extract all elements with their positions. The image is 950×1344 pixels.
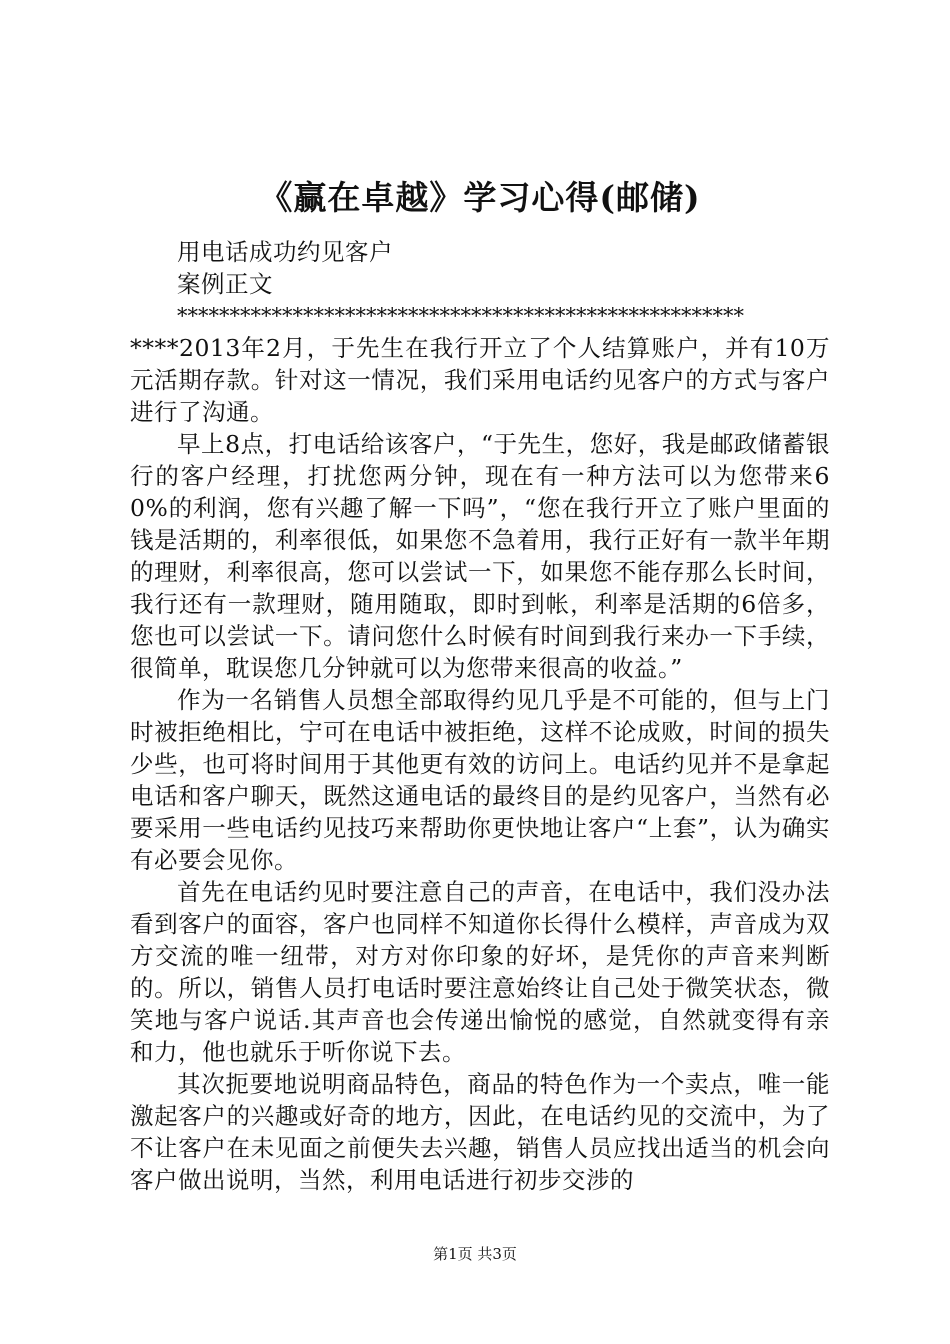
paragraph-voice: 首先在电话约见时要注意自己的声音，在电话中，我们没办法看到客户的面容，客户也同样不知道你长得什么模样，声音成为双方交流的唯一纽带，对方对你印象的好坏，是凭你的声音来判断的。所以，销售人员打电话时要注意始终让自己处于微笑状态，微笑地与客户说话.其声音也会传递出愉悦的感觉，自然就变得有亲和力，他也就乐于听你说下去。 xyxy=(130,878,830,1066)
separator-stars: ****************************************************** xyxy=(177,304,744,328)
page-footer: 第1页 共3页 xyxy=(433,1245,517,1263)
paragraph-intro xyxy=(130,300,830,428)
paragraph-sales-rejection: 作为一名销售人员想全部取得约见几乎是不可能的，但与上门时被拒绝相比，宁可在电话中被拒绝，这样不论成败，时间的损失少些，也可将时间用于其他更有效的访问上。电话约见并不是拿起电话和客户聊天，既然这通电话的最终目的是约见客户，当然有必要采用一些电话约见技巧来帮助你更快地让客户“上套”，认为确实有必要会见你。 xyxy=(130,686,830,874)
section-label: 案例正文 xyxy=(177,270,273,298)
paragraph-intro-text: ****2013年2月，于先生在我行开立了个人结算账户，并有10万元活期存款。针对这一情况，我们采用电话约见客户的方式与客户进行了沟通。 xyxy=(130,334,830,426)
document-body xyxy=(130,236,830,1196)
paragraph-product-features: 其次扼要地说明商品特色，商品的特色作为一个卖点，唯一能激起客户的兴趣或好奇的地方，因此，在电话约见的交流中，为了不让客户在未见面之前便失去兴趣，销售人员应找出适当的机会向客户做出说明，当然，利用电话进行初步交涉的 xyxy=(130,1070,830,1194)
document-title: 《赢在卓越》学习心得(邮储) xyxy=(259,178,701,217)
subtitle-line: 用电话成功约见客户 xyxy=(177,238,393,266)
paragraph-phone-call: 早上8点，打电话给该客户，“于先生，您好，我是邮政储蓄银行的客户经理，打扰您两分钟，现在有一种方法可以为您带来60%的利润，您有兴趣了解一下吗”，“您在我行开立了账户里面的钱是活期的，利率很低，如果您不急着用，我行正好有一款半年期的理财，利率很高，您可以尝试一下，如果您不能存那么长时间，我行还有一款理财，随用随取，即时到帐，利率是活期的6倍多，您也可以尝试一下。请问您什么时候有时间到我行来办一下手续，很简单，耽误您几分钟就可以为您带来很高的收益。” xyxy=(130,430,830,682)
